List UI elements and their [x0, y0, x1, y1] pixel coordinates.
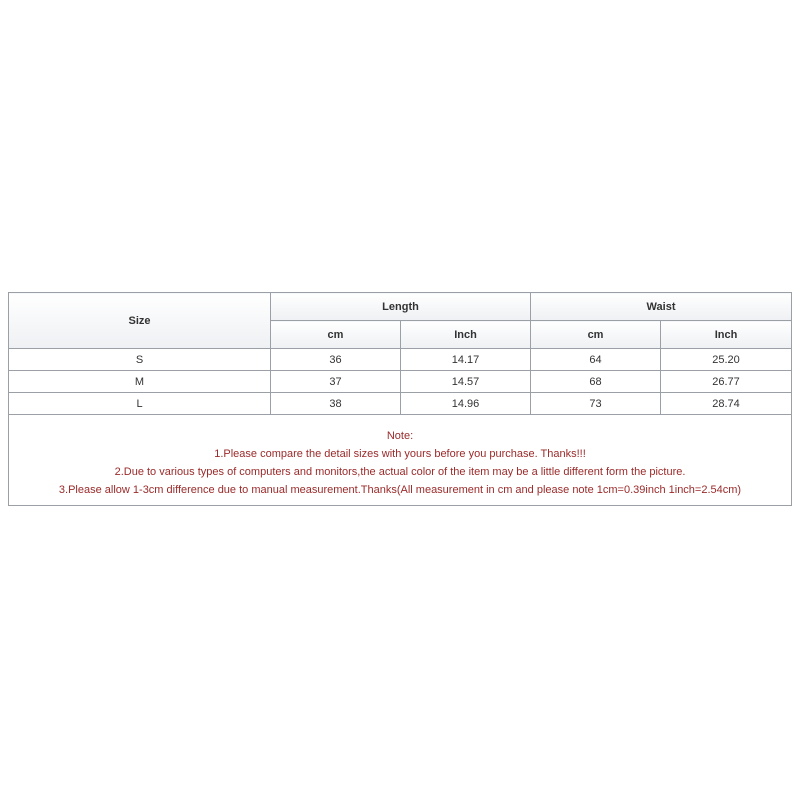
- note-line-1: 1.Please compare the detail sizes with yours before you purchase. Thanks!!!: [214, 448, 586, 460]
- notes-row: [9, 415, 792, 506]
- table-row: [9, 393, 792, 415]
- waist-inch-cell: 25.20: [661, 349, 792, 371]
- note-line-2: 2.Due to various types of computers and monitors,the actual color of the item may be a little different form the picture.: [114, 466, 686, 478]
- size-chart-table: [8, 292, 792, 506]
- length-cm-cell: 38: [271, 393, 401, 415]
- length-inch-cell: 14.17: [401, 349, 531, 371]
- waist-cm-header: cm: [531, 321, 661, 349]
- waist-cm-cell: 73: [531, 393, 661, 415]
- length-cm-cell: 37: [271, 371, 401, 393]
- size-cell: M: [9, 371, 271, 393]
- notes-block: [9, 415, 791, 505]
- notes-title: Note:: [386, 430, 414, 442]
- size-header: Size: [9, 293, 271, 349]
- size-cell: S: [9, 349, 271, 371]
- waist-inch-cell: 28.74: [661, 393, 792, 415]
- table-row: [9, 349, 792, 371]
- header-row-1: [9, 293, 792, 321]
- length-inch-cell: 14.96: [401, 393, 531, 415]
- table-row: [9, 371, 792, 393]
- waist-cm-cell: 64: [531, 349, 661, 371]
- length-inch-header: Inch: [401, 321, 531, 349]
- notes-cell: [9, 415, 792, 506]
- length-header: Length: [271, 293, 531, 321]
- waist-inch-header: Inch: [661, 321, 792, 349]
- waist-cm-cell: 68: [531, 371, 661, 393]
- note-line-3: 3.Please allow 1-3cm difference due to manual measurement.Thanks(All measurement in cm and please note 1cm=0.39inch 1inch=2.54cm): [58, 484, 742, 496]
- waist-header: Waist: [531, 293, 792, 321]
- waist-inch-cell: 26.77: [661, 371, 792, 393]
- length-cm-header: cm: [271, 321, 401, 349]
- size-cell: L: [9, 393, 271, 415]
- length-cm-cell: 36: [271, 349, 401, 371]
- length-inch-cell: 14.57: [401, 371, 531, 393]
